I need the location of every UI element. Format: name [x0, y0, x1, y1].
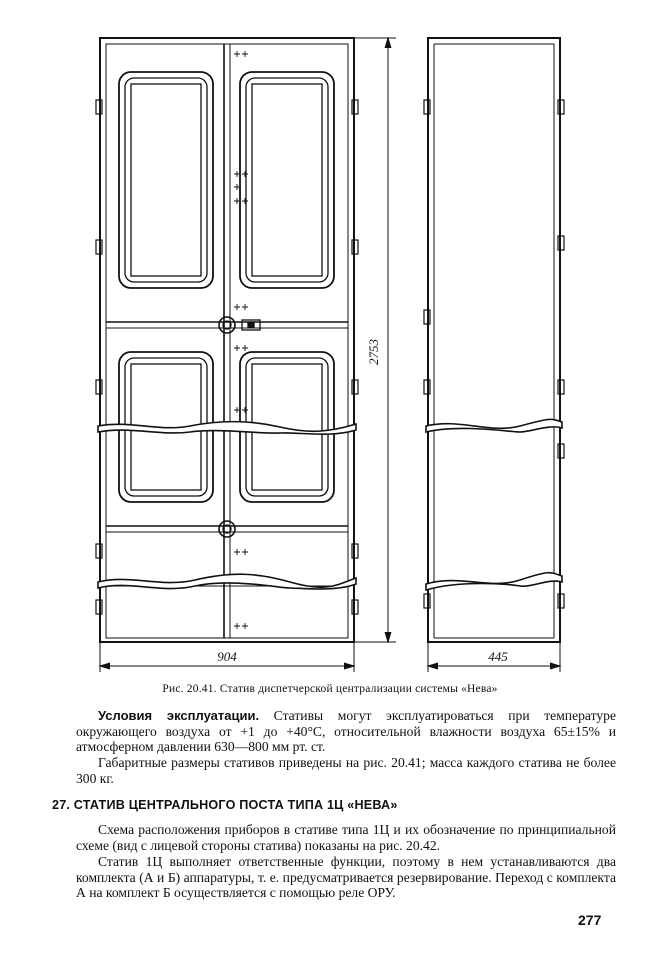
functions-paragraph: Статив 1Ц выполняет ответственные функции, поэтому в нем устанавливаются два комплекта (А и Б) аппаратуры, т. е. предусматривается резервирование. Переход с комплекта А на комплект Б осуществляется с помощью реле ОРУ.: [76, 854, 616, 900]
dimensions-paragraph: Габаритные размеры стативов приведены на рис. 20.41; масса каждого статива не более 300 кг.: [76, 755, 616, 786]
page-number: 277: [578, 912, 602, 928]
upper-right-panel: [240, 72, 334, 288]
break-lines-side: [426, 419, 562, 590]
break-lines-front: [98, 422, 356, 589]
upper-left-panel: [119, 72, 213, 288]
figure-caption: Рис. 20.41. Статив диспетчерской централизации системы «Нева»: [162, 683, 498, 695]
operating-conditions-text: Стативы могут эксплуатироваться при температуре окружающего воздуха от +1 до +40°С, относительной влажности воздуха 65±15% и атмосферном давлении 630—800 мм рт. ст.: [76, 708, 616, 754]
height-dimension-label: 2753: [366, 339, 381, 365]
depth-dimension-label: 445: [488, 649, 508, 664]
lock-upper-icon: [219, 317, 235, 333]
hinges-side: [424, 100, 564, 608]
lock-lower-icon: [219, 521, 235, 537]
operating-conditions-lead: Условия эксплуатации.: [98, 708, 260, 723]
section-heading: 27. СТАТИВ ЦЕНТРАЛЬНОГО ПОСТА ТИПА 1Ц «НЕВА»: [52, 798, 398, 812]
scheme-paragraph: Схема расположения приборов в стативе типа 1Ц и их обозначение по принципиальной схеме (вид с лицевой стороны статива) показаны на рис. 20.42.: [76, 822, 616, 853]
front-view: [96, 38, 396, 672]
width-dimension-label: 904: [217, 649, 237, 664]
side-view: [424, 38, 564, 672]
operating-conditions-paragraph: [76, 708, 616, 755]
